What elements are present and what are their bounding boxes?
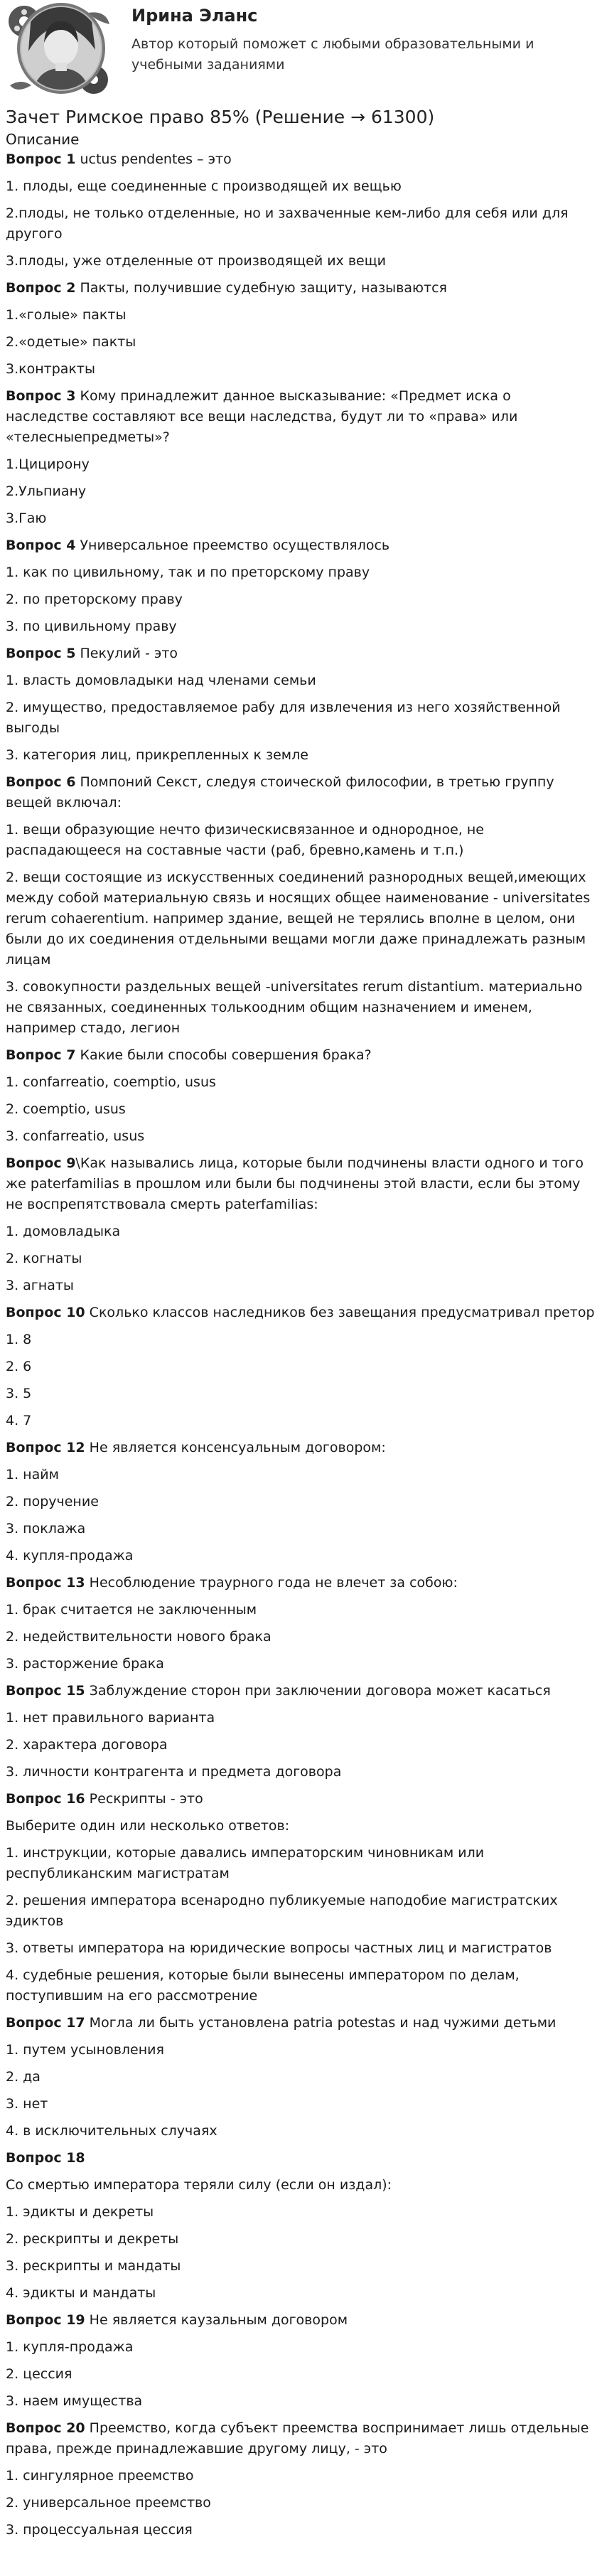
question-number: Вопрос 10 [6,1305,85,1320]
answer-option: 2. имущество, предоставляемое рабу для извлечения из него хозяйственной выгоды [6,700,561,736]
question-text: Какие были способы совершения брака? [75,1047,372,1063]
question-text: Рескрипты - это [85,1791,203,1807]
question-list [6,149,596,2540]
question [6,2310,596,2331]
question [6,1303,596,1323]
question [6,1681,596,1701]
answer-option: 3. по цивильному праву [6,619,177,634]
answer-option: 2. когнаты [6,1251,82,1266]
answer-option: 1. найм [6,1467,59,1482]
answer-option: 2. вещи состоящие из искусственных соединений разнородных вещей,имеющих между собой материальную связь и носящих общее наименование - universitates rerum cohaerentium. например здание, вещей не терялись вполне в целом, они были до их соединения отдельными вещами могли даже принадлежать разным лицам [6,870,591,968]
question [6,278,596,299]
answer-option: 1. власть домовладыки над членами семьи [6,673,316,688]
answer-option: 4. судебные решения, которые были вынесены императором по делам, поступившим на его рассмотрение [6,1967,520,2004]
answer-option: 1. брак считается не заключенным [6,1602,257,1618]
question-number: Вопрос 12 [6,1440,85,1455]
answer-option: 3. агнаты [6,1278,74,1293]
answer-option: 2. да [6,2069,41,2085]
answer-option: 2. универсальное преемство [6,2495,211,2511]
question-text: Помпоний Секст, следуя стоической философии, в третью группу вещей включал: [6,774,554,811]
answer-option: 2. решения императора всенародно публикуемые наподобие магистратских эдиктов [6,1893,558,1929]
question-number: Вопрос 2 [6,280,76,296]
question-text: Не является каузальным договором [85,2312,348,2328]
answer-option: 4. эдикты и мандаты [6,2285,156,2301]
answer-option: 3. confarreatio, usus [6,1128,145,1144]
question-number: Вопрос 5 [6,646,76,661]
question-number: Вопрос 1 [6,151,76,167]
question [6,2013,596,2033]
question-number: Вопрос 9 [6,1155,76,1171]
answer-option: 3.Гаю [6,511,47,526]
answer-option: 2. по преторскому праву [6,592,183,607]
answer-option: 3. ответы императора на юридические вопросы частных лиц и магистратов [6,1940,552,1956]
question [6,1573,596,1593]
answer-option: 3. наем имущества [6,2393,143,2409]
answer-option: 2.«одетые» пакты [6,334,136,350]
question [6,2418,596,2459]
answer-option: 1. сингулярное преемство [6,2468,194,2484]
answer-option: 4. купля-продажа [6,1548,134,1564]
question-number: Вопрос 15 [6,1683,85,1699]
question-text: Заблуждение сторон при заключении договора может касаться [85,1683,551,1699]
question-text: uctus pendentes – это [75,151,232,167]
answer-option: 3. рескрипты и мандаты [6,2258,181,2274]
answer-option: 1. купля-продажа [6,2339,134,2355]
question-number: Вопрос 19 [6,2312,85,2328]
question [6,149,596,170]
answer-option: 1. домовладыка [6,1224,121,1239]
answer-option: 1. путем усыновления [6,2042,164,2058]
question [6,643,596,664]
question-number: Вопрос 6 [6,774,76,790]
question [6,1153,596,1215]
answer-option: 3. нет [6,2096,48,2112]
answer-option: Выберите один или несколько ответов: [6,1818,290,1834]
author-header [0,0,602,100]
answer-option: 1. как по цивильному, так и по преторскому праву [6,565,370,580]
question [6,1045,596,1066]
answer-option: 2. цессия [6,2366,72,2382]
answer-option: 2. coemptio, usus [6,1101,126,1117]
question-number: Вопрос 18 [6,2150,85,2166]
answer-option: 3.контракты [6,361,95,377]
question-text: Сколько классов наследников без завещания предусматривал претор [85,1305,595,1320]
answer-option: 1. confarreatio, coemptio, usus [6,1074,216,1090]
document-body [0,129,602,2540]
answer-option: 3. поклажа [6,1521,86,1536]
answer-option: 1.«голые» пакты [6,307,127,323]
answer-option: 2. рескрипты и декреты [6,2231,179,2247]
answer-option: 3. 5 [6,1386,32,1401]
author-description: Автор который поможет с любыми образовательными и учебными заданиями [131,36,534,73]
question-text: Пекулий - это [75,646,178,661]
answer-option: 3.плоды, уже отделенные от производящей их вещи [6,253,386,269]
answer-option: 3. личности контрагента и предмета договора [6,1764,342,1780]
answer-option: 2. характера договора [6,1737,168,1753]
answer-option: 2. 6 [6,1359,32,1374]
description-label: Описание [6,131,80,148]
author-name[interactable]: Ирина Эланс [131,6,258,26]
answer-option: 1. плоды, еще соединенные с производящей их вещью [6,178,402,194]
answer-option: 2. поручение [6,1494,99,1509]
question-number: Вопрос 3 [6,388,76,404]
question-number: Вопрос 7 [6,1047,76,1063]
question [6,386,596,448]
answer-option: 1. эдикты и декреты [6,2204,154,2220]
question-number: Вопрос 20 [6,2420,85,2436]
question-text: Не является консенсуальным договором: [85,1440,386,1455]
question-text: \Как назывались лица, которые были подчинены власти одного и того же paterfamilias в прошлом или были бы подчинены этой власти, если бы этому не воспрепятствовала смерть paterfamilias: [6,1155,584,1212]
question [6,2148,596,2169]
question-text: Несоблюдение траурного года не влечет за собою: [85,1575,458,1591]
question-number: Вопрос 17 [6,2015,85,2031]
answer-option: 2.плоды, не только отделенные, но и захваченные кем-либо для себя или для другого [6,205,569,242]
question [6,1438,596,1458]
author-avatar[interactable] [3,0,115,100]
answer-option: 1.Цицирону [6,456,90,472]
question [6,772,596,813]
answer-option: 3. совокупности раздельных вещей -universitates rerum distantium. материально не связанных, соединенных толькоодним общим назначением и именем, например стадо, легион [6,979,583,1036]
answer-option: 1. 8 [6,1332,32,1347]
answer-option: 3. категория лиц, прикрепленных к земле [6,747,308,763]
question-text: Кому принадлежит данное высказывание: «Предмет иска о наследстве составляют все вещи наследства, будут ли то «права» или «телесныепредметы»? [6,388,518,445]
question [6,535,596,556]
answer-option: 4. 7 [6,1413,32,1428]
question-text: Могла ли быть установлена patria potestas и над чужими детьми [85,2015,557,2031]
question-text: Преемство, когда субъект преемства воспринимает лишь отдельные права, прежде принадлежавшие другому лицу, - это [6,2420,589,2457]
page-title: Зачет Римское право 85% (Решение → 61300) [6,107,435,127]
question-number: Вопрос 4 [6,538,76,553]
question-text: Пакты, получившие судебную защиту, называются [75,280,447,296]
question-number: Вопрос 13 [6,1575,85,1591]
question-number: Вопрос 16 [6,1791,85,1807]
answer-option: 1. нет правильного варианта [6,1710,215,1726]
answer-option: 2. недействительности нового брака [6,1629,272,1645]
answer-option: 3. расторжение брака [6,1656,164,1672]
answer-option: 3. процессуальная цессия [6,2522,193,2538]
answer-option: 1. вещи образующие нечто физическисвязанное и однородное, не распадающееся на составные части (раб, бревно,камень и т.п.) [6,822,484,858]
question-text: Универсальное преемство осуществлялось [75,538,390,553]
answer-option: 1. инструкции, которые давались императорским чиновникам или республиканским магистратам [6,1845,485,1881]
answer-option: 4. в исключительных случаях [6,2123,217,2139]
answer-option: 2.Ульпиану [6,483,87,499]
answer-option: Со смертью императора теряли силу (если он издал): [6,2177,392,2193]
question [6,1789,596,1810]
